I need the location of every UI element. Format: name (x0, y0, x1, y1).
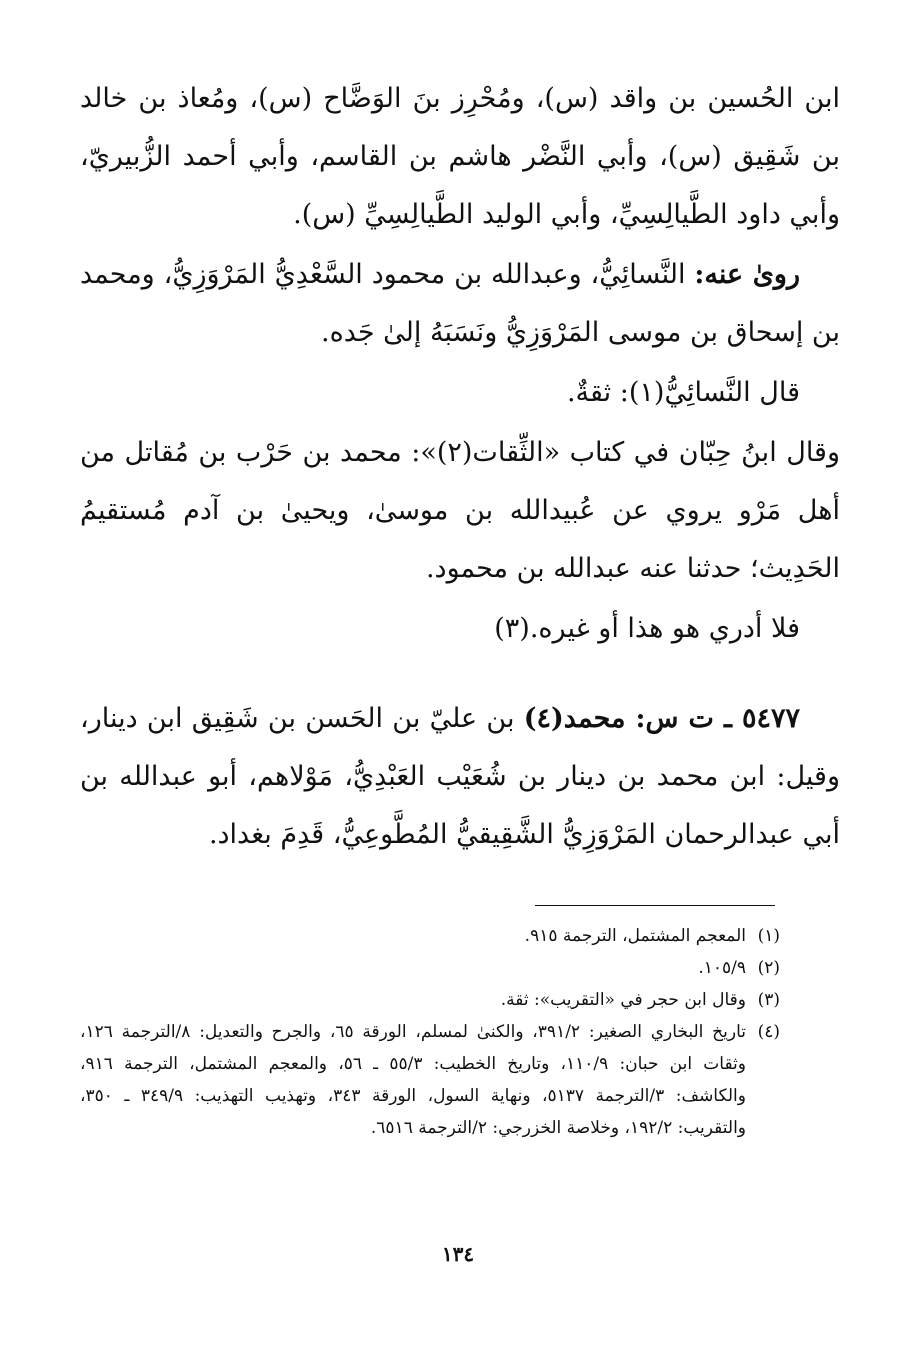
footnote-text: المعجم المشتمل، الترجمة ٩١٥. (524, 926, 746, 946)
narrators-label: روىٰ عنه: (694, 259, 800, 290)
entry-heading: ٥٤٧٧ ـ ت س: محمد(٤) (523, 703, 800, 734)
paragraph-ibn-hibban: وقال ابنُ حِبّان في كتاب «الثِّقات(٢)»: محمد بن حَرْب بن مُقاتل من أهل مَرْو يروي عن عُبيدالله بن موسىٰ، ويحيىٰ بن آدم مُستقيمُ الحَدِيث؛ حدثنا عنه عبدالله بن محمود. (80, 437, 840, 584)
footnote-item (80, 952, 780, 984)
footnote-item (80, 920, 780, 952)
biography-entry (80, 690, 840, 864)
paragraph-narrators (80, 246, 840, 362)
footnote-divider (535, 905, 775, 906)
footnotes (80, 920, 780, 1144)
page-number: ١٣٤ (441, 1242, 475, 1266)
footnote-number: (٣) (757, 990, 780, 1010)
footnote-item (80, 1016, 780, 1144)
paragraph-doubt: فلا أدري هو هذا أو غيره.(٣) (494, 613, 800, 644)
footnote-text: تاريخ البخاري الصغير: ٣٩١/٢، والكنىٰ لمسلم، الورقة ٦٥، والجرح والتعديل: ٨/الترجمة ١٢٦، وثقات ابن حبان: ١١٠/٩، وتاريخ الخطيب: ٥٥/٣ ـ ٥٦، والمعجم المشتمل، الترجمة ٩١٦، والكاشف: ٣/الترجمة ٥١٣٧، ونهاية السول، الورقة ٣٤٣، وتهذيب التهذيب: ٣٤٩/٩ ـ ٣٥٠، والتقريب: ١٩٢/٢، وخلاصة الخزرجي: ٢/الترجمة ٦٥١٦. (80, 1022, 747, 1138)
footnote-number: (٢) (757, 958, 780, 978)
main-text (80, 70, 840, 864)
narrators-text: النَّسائِيُّ، وعبدالله بن محمود السَّعْدِيُّ المَرْوَزِيُّ، ومحمد بن إسحاق بن موسى المَرْوَزِيُّ ونَسَبَهُ إلىٰ جَده. (80, 259, 840, 348)
footnote-number: (١) (757, 926, 780, 946)
paragraph-nasai-quote: قال النَّسائِيُّ(١): ثقةٌ. (566, 377, 800, 408)
footnote-text: وقال ابن حجر في «التقريب»: ثقة. (500, 990, 746, 1010)
paragraph-teachers: ابن الحُسين بن واقد (س)، ومُحْرِز بنَ الوَضَّاح (س)، ومُعاذ بن خالد بن شَقِيق (س)، وأبي النَّضْر هاشم بن القاسم، وأبي أحمد الزُّبيريّ، وأبي داود الطَّيالِسِيِّ، وأبي الوليد الطَّيالِسِيِّ (س). (80, 83, 840, 230)
footnote-item (80, 984, 780, 1016)
footnote-number: (٤) (757, 1022, 780, 1042)
footnote-text: ١٠٥/٩. (698, 958, 746, 978)
entry-text: بن عليّ بن الحَسن بن شَقِيق ابن دينار، وقيل: ابن محمد بن دينار بن شُعَيْب العَبْدِيُّ، مَوْلاهم، أبو عبدالله بن أبي عبدالرحمان المَرْوَزِيُّ الشَّقِيقيُّ المُطَّوعِيُّ، قَدِمَ بغداد. (80, 703, 840, 850)
